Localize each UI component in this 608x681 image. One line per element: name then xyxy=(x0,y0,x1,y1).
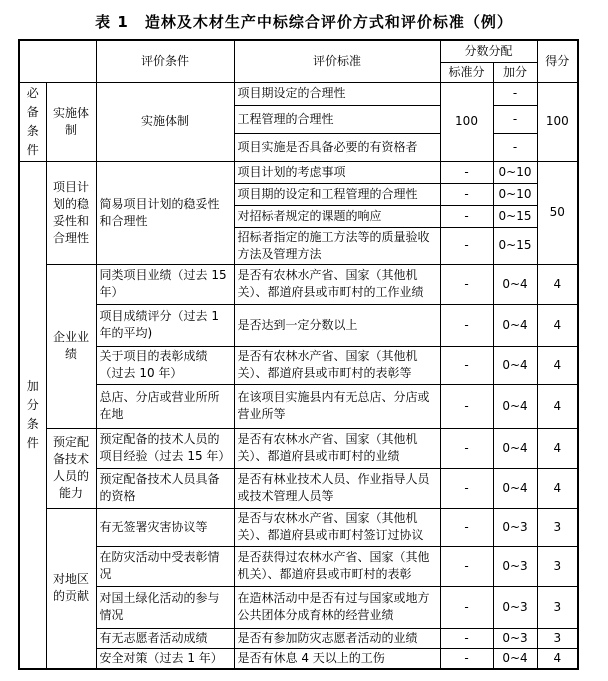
header-row-1 xyxy=(19,40,578,62)
base-score-cell: - xyxy=(440,304,493,346)
table-row xyxy=(19,264,578,304)
category-cell xyxy=(19,161,46,669)
standard-cell: 是否有农林水产省、国家（其他机关）、都道府县或市町村的工作业绩 xyxy=(234,264,440,304)
category-label: 必备条件 xyxy=(26,85,39,157)
score-cell: 3 xyxy=(537,508,578,546)
base-score-cell: - xyxy=(440,648,493,669)
bonus-cell: 0~4 xyxy=(493,648,537,669)
standard-cell: 是否有农林水产省、国家（其他机关）、都道府县或市町村的表彰等 xyxy=(234,346,440,384)
condition-cell: 安全对策（过去 1 年） xyxy=(96,648,234,669)
condition-cell: 预定配备的技术人员的项目经验（过去 15 年） xyxy=(96,428,234,468)
standard-cell: 是否有休息 4 天以上的工伤 xyxy=(234,648,440,669)
table-row xyxy=(19,161,578,183)
evaluation-table xyxy=(18,39,579,670)
base-score-cell: - xyxy=(440,183,493,205)
standard-cell: 在该项目实施县内有无总店、分店或营业所等 xyxy=(234,384,440,428)
category-label: 加分条件 xyxy=(26,378,39,450)
base-score-cell: - xyxy=(440,586,493,628)
group-cell: 企业业绩 xyxy=(46,264,96,428)
base-score-cell: - xyxy=(440,264,493,304)
standard-cell: 是否达到一定分数以上 xyxy=(234,304,440,346)
score-cell: 4 xyxy=(537,468,578,508)
table-row xyxy=(19,384,578,428)
base-score-cell: - xyxy=(440,428,493,468)
standard-cell: 项目期的设定和工程管理的合理性 xyxy=(234,183,440,205)
condition-cell: 同类项目业绩（过去 15 年） xyxy=(96,264,234,304)
table-row xyxy=(19,428,578,468)
score-cell: 4 xyxy=(537,264,578,304)
table-row xyxy=(19,586,578,628)
bonus-cell: 0~4 xyxy=(493,384,537,428)
score-cell: 4 xyxy=(537,346,578,384)
base-score-cell: 100 xyxy=(440,82,493,161)
corner-cell xyxy=(19,40,96,82)
score-cell: 4 xyxy=(537,384,578,428)
bonus-cell: - xyxy=(493,133,537,161)
header-base-score: 标准分 xyxy=(440,62,493,82)
standard-cell: 是否有农林水产省、国家（其他机关）、都道府县或市町村的业绩 xyxy=(234,428,440,468)
bonus-cell: 0~4 xyxy=(493,264,537,304)
table-row xyxy=(19,546,578,586)
score-cell: 3 xyxy=(537,546,578,586)
bonus-cell: 0~3 xyxy=(493,628,537,648)
score-cell: 3 xyxy=(537,628,578,648)
table-row xyxy=(19,648,578,669)
standard-cell: 招标者指定的施工方法等的质量验收方法及管理方法 xyxy=(234,227,440,264)
condition-cell: 简易项目计划的稳妥性和合理性 xyxy=(96,161,234,264)
condition-cell: 有无志愿者活动成绩 xyxy=(96,628,234,648)
bonus-cell: 0~15 xyxy=(493,205,537,227)
standard-cell: 是否获得过农林水产省、国家（其他机关）、都道府县或市町村的表彰 xyxy=(234,546,440,586)
table-row xyxy=(19,508,578,546)
base-score-cell: - xyxy=(440,546,493,586)
header-score: 得分 xyxy=(537,40,578,82)
condition-cell: 项目成绩评分（过去 1 年的平均) xyxy=(96,304,234,346)
header-condition: 评价条件 xyxy=(96,40,234,82)
header-bonus-score: 加分 xyxy=(493,62,537,82)
bonus-cell: 0~10 xyxy=(493,183,537,205)
table-title: 表 1 造林及木材生产中标综合评价方式和评价标准（例） xyxy=(95,13,513,31)
group-cell: 预定配备技术人员的能力 xyxy=(46,428,96,508)
bonus-cell: 0~15 xyxy=(493,227,537,264)
score-cell: 4 xyxy=(537,304,578,346)
bonus-cell: 0~4 xyxy=(493,468,537,508)
table-row xyxy=(19,628,578,648)
bonus-cell: - xyxy=(493,105,537,133)
category-cell xyxy=(19,82,46,161)
condition-cell: 预定配备技术人员具备的资格 xyxy=(96,468,234,508)
group-cell: 实施体制 xyxy=(46,82,96,161)
base-score-cell: - xyxy=(440,628,493,648)
bonus-cell: 0~4 xyxy=(493,304,537,346)
header-score-allocation: 分数分配 xyxy=(440,40,537,62)
bonus-cell: 0~3 xyxy=(493,546,537,586)
condition-cell: 有无签署灾害协议等 xyxy=(96,508,234,546)
standard-cell: 在造林活动中是否有过与国家或地方公共团体分成育林的经营业绩 xyxy=(234,586,440,628)
standard-cell: 是否有参加防灾志愿者活动的业绩 xyxy=(234,628,440,648)
score-cell: 3 xyxy=(537,586,578,628)
condition-cell: 关于项目的表彰成绩（过去 10 年） xyxy=(96,346,234,384)
table-row xyxy=(19,82,578,105)
bonus-cell: 0~3 xyxy=(493,508,537,546)
standard-cell: 对招标者规定的课题的响应 xyxy=(234,205,440,227)
standard-cell: 项目期设定的合理性 xyxy=(234,82,440,105)
score-cell: 4 xyxy=(537,648,578,669)
bonus-cell: - xyxy=(493,82,537,105)
base-score-cell: - xyxy=(440,161,493,183)
condition-cell: 对国土绿化活动的参与情况 xyxy=(96,586,234,628)
score-cell: 50 xyxy=(537,161,578,264)
header-standard: 评价标准 xyxy=(234,40,440,82)
standard-cell: 工程管理的合理性 xyxy=(234,105,440,133)
standard-cell: 是否有林业技术人员、作业指导人员或技术管理人员等 xyxy=(234,468,440,508)
condition-cell: 实施体制 xyxy=(96,82,234,161)
base-score-cell: - xyxy=(440,468,493,508)
base-score-cell: - xyxy=(440,346,493,384)
group-cell: 对地区的贡献 xyxy=(46,508,96,669)
bonus-cell: 0~4 xyxy=(493,428,537,468)
score-cell: 4 xyxy=(537,428,578,468)
table-row xyxy=(19,468,578,508)
condition-cell: 在防灾活动中受表彰情况 xyxy=(96,546,234,586)
base-score-cell: - xyxy=(440,384,493,428)
condition-cell: 总店、分店或营业所所在地 xyxy=(96,384,234,428)
standard-cell: 是否与农林水产省、国家（其他机关）、都道府县或市町村签订过协议 xyxy=(234,508,440,546)
group-cell: 项目计划的稳妥性和合理性 xyxy=(46,161,96,264)
table-row xyxy=(19,346,578,384)
base-score-cell: - xyxy=(440,508,493,546)
base-score-cell: - xyxy=(440,227,493,264)
bonus-cell: 0~3 xyxy=(493,586,537,628)
standard-cell: 项目计划的考虑事项 xyxy=(234,161,440,183)
standard-cell: 项目实施是否具备必要的有资格者 xyxy=(234,133,440,161)
bonus-cell: 0~4 xyxy=(493,346,537,384)
base-score-cell: - xyxy=(440,205,493,227)
score-cell: 100 xyxy=(537,82,578,161)
table-row xyxy=(19,304,578,346)
bonus-cell: 0~10 xyxy=(493,161,537,183)
